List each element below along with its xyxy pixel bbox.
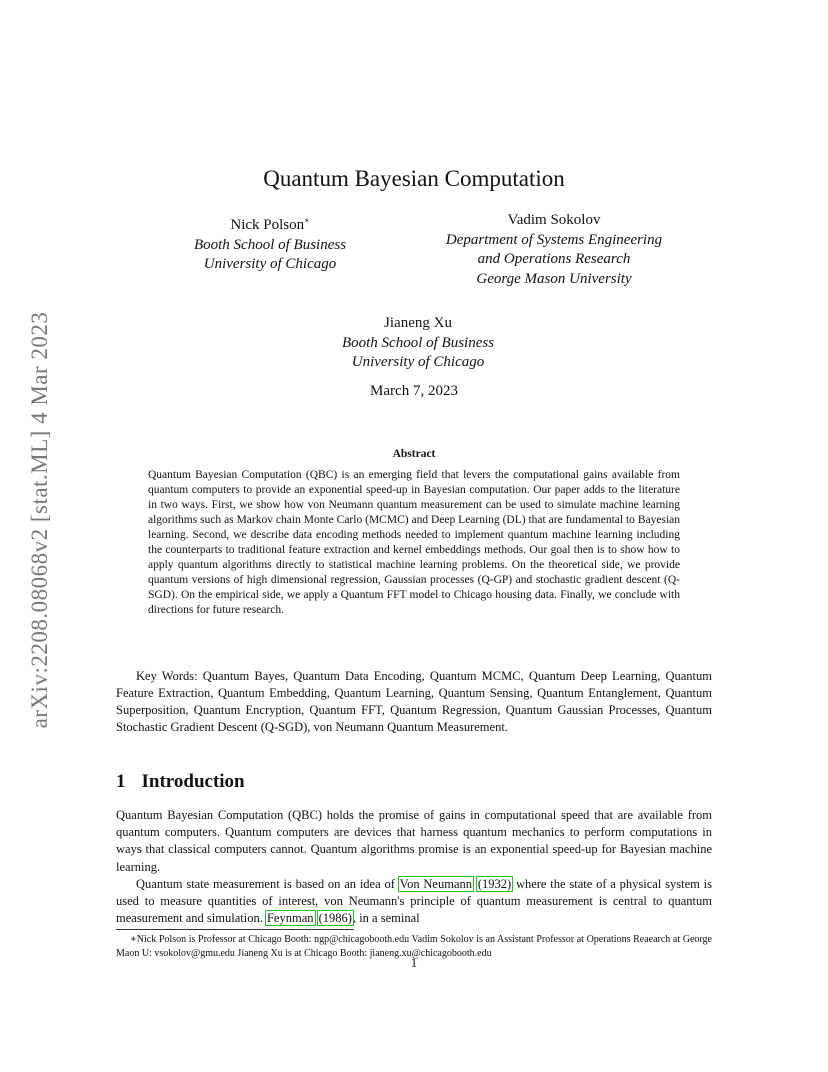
- footnote-rule: [116, 929, 354, 930]
- author-affiliation-line: Department of Systems Engineering: [445, 231, 663, 248]
- paper-title: Quantum Bayesian Computation: [263, 166, 565, 191]
- author-affiliation-line: University of Chicago: [351, 354, 485, 370]
- author-affiliation-line: George Mason University: [476, 270, 632, 287]
- abstract-heading: Abstract: [392, 448, 436, 460]
- citation-link[interactable]: Von Neumann: [399, 876, 472, 891]
- footnote-text: ∗Nick Polson is Professor at Chicago Booth: ngp@chicagobooth.edu Vadim Sokolov is an Assistant Professor at Operations Reaearch at George Maon U: vsokolov@gmu.edu Jianeng Xu is at Chicago Booth: jianeng.xu@chicagobooth.edu: [116, 934, 712, 959]
- paragraph-text: , in a seminal: [352, 911, 420, 926]
- section-heading: [116, 771, 245, 793]
- author-affiliation-line: University of Chicago: [203, 256, 337, 272]
- citation-year-link[interactable]: (1986): [318, 911, 352, 926]
- author-block-1: [160, 211, 380, 275]
- citation-link[interactable]: Feynman: [266, 911, 314, 926]
- arxiv-sidebar-stamp: [26, 270, 54, 770]
- author-name-text: Nick Polson: [230, 217, 305, 233]
- paragraph-text: where the state of a physical system is used to measure quantities of interest, von Neumann's principle of quantum measurement is central to quantum measurement and simulation.: [116, 876, 712, 926]
- abstract-text: Quantum Bayesian Computation (QBC) is an emerging field that levers the computational gains available from quantum computers to provide an exponential speed-up in Bayesian computation. Our paper adds to the literature in two ways. First, we show how von Neumann quantum measurement can be used to simulate machine learning algorithms such as Markov chain Monte Carlo (MCMC) and Deep Learning (DL) that are fundamental to Bayesian learning. Second, we describe data encoding methods needed to implement quantum machine learning including the counterparts to traditional feature extraction and kernel embeddings methods. Our goal then is to show how to apply quantum algorithms directly to statistical machine learning problems. On the theoretical side, we provide quantum versions of high dimensional regression, Gaussian processes (Q-GP) and stochastic gradient descent (Q-SGD). On the empirical side, we apply a Quantum FFT model to Chicago housing data. Finally, we conclude with directions for future research.: [148, 469, 680, 616]
- paragraph: Quantum Bayesian Computation (QBC) holds the promise of gains in computational speed that are available from quantum computers. Quantum computers are devices that harness quantum mechanics to perform computations in ways that classical computers cannot. Quantum algorithms promise is an exponential speed-up for Bayesian machine learning.: [116, 808, 712, 874]
- author-name: Jianeng Xu: [384, 315, 452, 331]
- section-number: 1: [116, 771, 126, 792]
- author-name: Vadim Sokolov: [507, 212, 601, 228]
- section-title: Introduction: [141, 771, 245, 792]
- paper-date: March 7, 2023: [370, 383, 458, 399]
- keywords-paragraph: Key Words: Quantum Bayes, Quantum Data Encoding, Quantum MCMC, Quantum Deep Learning, Quantum Feature Extraction, Quantum Embedding, Quantum Learning, Quantum Sensing, Quantum Entanglement, Quantum Superposition, Quantum Encryption, Quantum FFT, Quantum Regression, Quantum Gaussian Processes, Quantum Stochastic Gradient Descent (Q-SGD), von Neumann Quantum Measurement.: [116, 669, 712, 734]
- citation-year-link[interactable]: (1932): [477, 876, 512, 891]
- author-block-3: [300, 314, 536, 373]
- introduction-body: [116, 807, 712, 927]
- author-affiliation-line: Booth School of Business: [341, 334, 495, 351]
- author-name: [160, 211, 380, 236]
- arxiv-identifier: arXiv:2208.08068v2 [stat.ML] 4 Mar 2023: [27, 311, 52, 729]
- paragraph-text: Quantum state measurement is based on an idea of: [136, 876, 399, 891]
- author-affiliation-line: Booth School of Business: [193, 236, 347, 253]
- page-number: 1: [410, 956, 418, 970]
- footnote-mark[interactable]: ∗: [304, 216, 310, 225]
- author-block-2: [420, 211, 688, 289]
- paragraph: [116, 876, 712, 928]
- author-affiliation-line: and Operations Research: [477, 251, 631, 267]
